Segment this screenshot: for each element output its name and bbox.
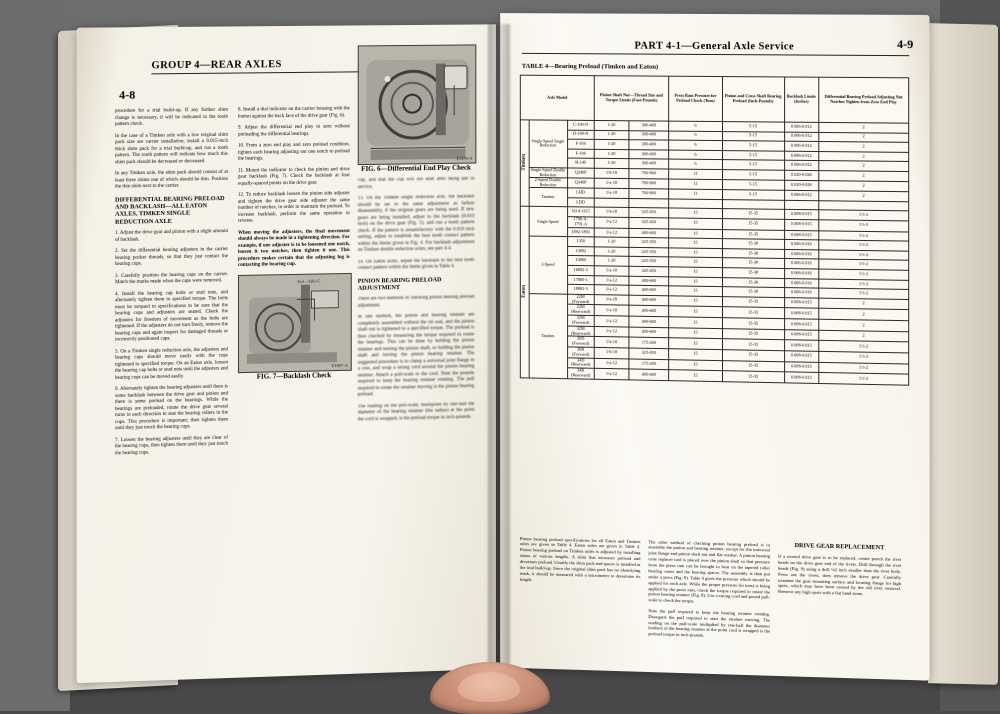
cell-thread: 1⅜-18 xyxy=(594,208,629,218)
cell-torque: 175-200 xyxy=(629,337,669,348)
cell-torque: 400-600 xyxy=(629,316,669,327)
cell-backlash: 0.008-0.015 xyxy=(784,319,818,330)
cell-torque: 300-400 xyxy=(629,121,669,131)
th-pinion-nut: Pinion Shaft Nut—Thread Size and Torque Limits (Foot-Pounds) xyxy=(594,76,669,121)
cell-torque: 400-600 xyxy=(629,369,669,380)
figure-6-differential-end-play-check xyxy=(358,44,477,165)
lp-c2-note: When moving the adjusters, the final movement should always be made in a tightening direction. For example, if one adjuster is to be loosened one notch, loosen it two notches, then tighten it one. This procedure makes certain that the adjusting lug is contacting the bearing cup. xyxy=(237,228,350,268)
lp-c3-p1: There are two methods of checking pinion bearing preload adjustment. xyxy=(357,294,475,309)
cell-backlash xyxy=(784,200,818,210)
cell-group: Tandem xyxy=(529,188,567,208)
cell-model: F-106 xyxy=(567,149,594,159)
cell-ram: 15 xyxy=(669,208,722,218)
cell-preload: 15-35 xyxy=(722,229,784,239)
cell-thread: 1¼-12 xyxy=(594,228,629,238)
rp-b2-tail: Note the pull required to keep the bearing retainer rotating. Disregard the pull required to start the retainer moving. The reading on the pull-scale multiplied by one-half the diameter (radius) of the bearing retainer at the point cord is wrapped is the preload torque in inch-pounds. xyxy=(648,607,771,639)
cell-ram: 15 xyxy=(669,267,722,277)
cell-notches: 1½-2 xyxy=(819,231,909,242)
cell-thread: 1¼-12 xyxy=(594,368,629,379)
cell-ram: 11 xyxy=(669,189,722,199)
cell-backlash: 0.008-0.015 xyxy=(784,340,818,351)
lp-c3-p2: In one method, the pinion and bearing retainer are completely assembled without the oil seal, and the pinion shaft nut is tightened to a specified torque. The preload is then checked by measuring the torque required to rotate the bearings. This can be done by holding the pinion retainer and turning the pinion shaft, or holding the pinion shaft and turning the pinion bearing retainer. The suggested procedure is to clamp a universal joint flange in a vise, and wrap a strong cord around the pinion bearing retainer. Attach a pull-scale to the cord. Note the pounds required to keep the bearing retainer rotating. The pull required to rotate the retainer moving is the pinion bearing preload. xyxy=(357,312,475,398)
cell-model: 1350 xyxy=(567,237,594,247)
cell-backlash: 0.008-0.015 xyxy=(784,210,818,220)
cell-torque: 400-600 xyxy=(629,285,669,295)
lp-c2-step12: 12. To reduce backlash loosen the pinion side adjuster and tighten the drive gear side adjuster the same number of notches, in order to maintain the preload. To increase backlash, perform the same operation in reverse. xyxy=(237,191,350,224)
lp-c1-step1: 1. Adjust the drive gear and pinion with a slight amount of backlash. xyxy=(115,229,228,243)
right-bottom-column-2 xyxy=(648,534,770,645)
lp-c3-heading: PINION BEARING PRELOAD ADJUSTMENT xyxy=(357,275,442,292)
cell-ram: 11 xyxy=(669,179,722,190)
cell-thread: 1¼-12 xyxy=(594,326,629,337)
cell-model: 32M (Rearward) xyxy=(567,326,594,337)
right-bottom-column-3 xyxy=(778,538,901,603)
cell-notches: 1½-2 xyxy=(819,362,909,374)
cell-ram: 15 xyxy=(669,349,722,361)
cell-model: LDD xyxy=(567,198,594,208)
right-page-content xyxy=(512,23,919,670)
cell-backlash: 0.006-0.016 xyxy=(784,240,818,250)
cell-ram: 15 xyxy=(669,370,722,382)
right-running-head: PART 4-1—General Axle Service xyxy=(634,40,795,53)
cell-notches: 1½-2 xyxy=(819,259,909,270)
cell-preload: 5-15 xyxy=(722,190,784,200)
lp-c3-p3: The reading on the pull-scale, multiplied by one-half the diameter of the bearing retainer (the radius) at the point the cord is wrapped, is the preload torque in inch-pounds. xyxy=(357,401,475,423)
cell-preload: 15-30 xyxy=(722,258,784,268)
lp-c2-step11: 11. Mount the indicator to check the pinion and drive gear backlash (Fig. 7). Check the backlash at four equally-spaced points on the drive gear. xyxy=(237,166,350,187)
cell-backlash: 0.008-0.015 xyxy=(784,361,818,372)
cell-torque: 300-400 xyxy=(629,130,669,140)
left-column-3 xyxy=(358,42,475,428)
fig7-tool-label: Tool—4201-C xyxy=(296,277,321,284)
cell-thread: 1⅜-18 xyxy=(594,347,629,358)
rp-b1-text: Pinion bearing preload specifications for all Eaton and Timken axles are given in Table 4. Eaton axles are given in Table 4. Pinion bearing preload on Timken axles is adjusted by installing shims of various lengths. A shim that increases preload and decreases preload. Usually the shim pack and spacer is installed at the trial build-up. Since the original shim pack has no identifying mark, it should be measured with a micrometer to determine its length. xyxy=(519,535,641,582)
cell-model: 32M (Forward) xyxy=(567,315,594,326)
cell-preload: 15-35 xyxy=(722,318,784,330)
right-bottom-column-1 xyxy=(520,531,641,590)
cell-ram: 15 xyxy=(669,248,722,258)
cell-thread: 1-20 xyxy=(594,130,629,140)
cell-backlash: 0.006-0.016 xyxy=(784,269,818,279)
cell-torque: 325-450 xyxy=(629,208,669,218)
cell-backlash: 0.008-0.015 xyxy=(784,351,818,362)
cell-ram: 15 xyxy=(669,338,722,350)
cell-preload: 5-15 xyxy=(722,180,784,191)
cell-model: 18802-3 xyxy=(567,285,594,295)
cell-ram: 15 xyxy=(669,218,722,229)
th-preload: Pinion and Cross Shaft Bearing Preload (Inch-Pounds) xyxy=(722,77,784,123)
cell-notches: 1½-2 xyxy=(819,279,909,290)
cell-model: 34R (Rearward) xyxy=(567,368,594,379)
cell-model: H-140 xyxy=(567,158,594,168)
cell-backlash: 0.020-0.026 xyxy=(784,170,818,181)
lp-c1-p2: In the case of a Timken axle with a low original shim pack size are carrier installation, install a 0.015-inch thick shim pack for a trial build-up, and run a tooth pattern. The tooth pattern will indicate how much this shim pack should be decreased or decreased. xyxy=(115,132,228,165)
cell-preload: 15-30 xyxy=(722,277,784,288)
fig7-number: E1007-A xyxy=(331,362,348,368)
cell-preload: 15-35 xyxy=(722,360,784,372)
cell-notches: 2 xyxy=(819,298,909,310)
lp-c1-step7: 7. Loosen the bearing adjusters until they are clear of the bearing cups, then tighten them until they just touch the bearing cups. xyxy=(115,435,228,457)
cell-backlash: 0.006-0.012 xyxy=(784,151,818,161)
cell-backlash: 0.006-0.012 xyxy=(784,132,818,142)
cell-model: 30D (Forward) xyxy=(567,336,594,347)
cell-ram: 15 xyxy=(669,296,722,307)
left-page-content xyxy=(95,38,486,674)
cell-torque: 325-450 xyxy=(629,266,669,276)
cell-model: 34D (Rearward) xyxy=(567,357,594,368)
cell-model: 17800-1 xyxy=(567,275,594,285)
cell-torque: 225-350 xyxy=(629,238,669,248)
cell-backlash: 0.008-0.015 xyxy=(784,219,818,230)
cell-ram: 15 xyxy=(669,286,722,296)
cell-torque: 400-600 xyxy=(629,276,669,286)
figure-7-backlash-check xyxy=(238,272,352,372)
left-folio: 4-8 xyxy=(119,87,136,102)
cell-thread: 1¼-18 xyxy=(594,294,629,305)
cell-preload: 15-30 xyxy=(722,248,784,258)
cell-preload: 15-30 xyxy=(722,287,784,298)
cell-thread: 1¼-18 xyxy=(594,188,629,198)
lp-c1-step4: 4. Install the bearing cap bolts or stud nuts, and alternately tighten them to specified torque. The bolts must be torqued to specifications to be sure that the bearing cups and adjusters are seated. Check the adjusters for freedom of movement as the bolts are tightened. If the adjusters do not turn freely, remove the bearing caps and again inspect for damaged threads or incorrectly positioned caps. xyxy=(115,289,228,343)
right-running-head-bar xyxy=(522,35,909,56)
cell-preload: 5-15 xyxy=(722,160,784,170)
lp-c3-step14: 14. On Eaton axles, adjust the backlash to the best tooth contact pattern within the limits given in Table 4. xyxy=(357,257,475,271)
cell-ram: 15 xyxy=(669,359,722,371)
lp-c2-step9: 9. Adjust the differential end play to zero without preloading the differential bearings. xyxy=(237,124,350,138)
cell-notches: 1½-2 xyxy=(819,210,909,221)
rp-b2-text: The other method of checking pinion bearing preload is to assemble the pinion and bearing retainer, except for the universal joint flange and pinion shaft nut and flat washer. A pinion bearing cone replacer tool is placed over the pinion shaft so that pressure from the press ram can be brought to bear on the tapered roller bearing cones and the bearing spacer. The assembly is then put under a press (Fig. 8). Table 4 gives the pressure which should be applied for each axle. While the proper pressure (in tons) is being applied by the press ram, check the torque required to rotate the pinion bearing retainer (Fig. 8). Use a strong cord and pound pull-scale to check the torque. xyxy=(648,538,771,604)
cell-torque: 300-400 xyxy=(629,159,669,169)
lp-c1-p3: In any Timken axle, the shim pack should consist of at least three shims one of which should be thin. Position the thin shim next to the carrier. xyxy=(115,169,228,190)
rp-b3-text: If a riveted drive gear is to be replaced, center punch the rivet heads on the drive gear end of the rivets. Drill through the rivet heads (Fig. 9) using a drill ⅛2 inch smaller than the rivet body. Press out the rivets, then remove the drive gear. Carefully examine the gear mounting surface and locating flange for high spots, which may have been caused by the old rivet removal. Remove any high spots with a flat hand stone. xyxy=(778,553,902,597)
cell-preload: 15-35 xyxy=(722,350,784,362)
cell-notches: 1½-2 xyxy=(819,240,909,251)
right-folio: 4-9 xyxy=(897,36,914,52)
cell-model: 13802 xyxy=(567,246,594,256)
cell-ram: 15 xyxy=(669,257,722,267)
cell-backlash: 0.008-0.015 xyxy=(784,230,818,240)
cell-thread: 1¼-12 xyxy=(594,285,629,295)
cell-preload: 5-15 xyxy=(722,122,784,132)
fig6-caption: FIG. 6—Differential End Play Check xyxy=(361,163,471,174)
cell-thread xyxy=(594,198,629,208)
cell-group: Single-Speed Double Reduction xyxy=(530,167,566,177)
lp-c1-step2: 2. Set the differential bearing adjusters in the carrier bearing pocket threads, so that they just contact the bearing cups. xyxy=(115,247,228,268)
cell-thread: 1⅜-18 xyxy=(594,337,629,348)
cell-group: Tandem xyxy=(529,293,567,378)
cell-preload: 15-30 xyxy=(722,239,784,249)
th-notches: Differential Bearing Preload Adjusting Nut Notches Tighten from Zero End Play xyxy=(819,77,909,123)
cell-backlash: 0.006-0.012 xyxy=(784,161,818,171)
cell-backlash: 0.006-0.012 xyxy=(784,122,818,132)
cell-backlash: 0.008-0.015 xyxy=(784,372,818,383)
cell-notches: 2 xyxy=(819,309,909,321)
cell-torque: 175-200 xyxy=(629,359,669,370)
cell-thread: 1¼-12 xyxy=(594,316,629,327)
fig7-caption: FIG. 7—Backlash Check xyxy=(256,370,332,381)
cell-torque: 300-400 xyxy=(629,149,669,159)
cell-notches: 1½-2 xyxy=(819,341,909,353)
cell-model: 13800 xyxy=(567,256,594,266)
cell-ram: 15 xyxy=(669,276,722,286)
th-axle-model: Axle Model xyxy=(520,75,594,120)
cell-torque xyxy=(629,198,669,208)
cell-torque: 225-350 xyxy=(629,257,669,267)
cell-preload: 5-15 xyxy=(722,141,784,151)
book-gutter xyxy=(488,24,510,674)
table-title: TABLE 4—Bearing Preload (Timken and Eaton) xyxy=(521,62,659,71)
cell-thread: 1¼-18 xyxy=(594,266,629,276)
cell-group: 2-Speed xyxy=(529,236,567,294)
cell-preload: 15-35 xyxy=(722,296,784,308)
cell-notches: 1½-2 xyxy=(819,250,909,261)
cell-torque: 700-900 xyxy=(629,189,669,199)
bearing-preload-table xyxy=(520,75,909,386)
cell-backlash: 0.020-0.026 xyxy=(784,180,818,191)
lp-c1-p1: procedure for a trial build-up. If any further shim change is necessary, it will be indicated in the tooth pattern check. xyxy=(115,107,228,128)
cell-notches: 2 xyxy=(819,151,909,162)
cell-thread: 1¼-18 xyxy=(594,178,629,189)
cell-thread: 1¼-18 xyxy=(594,305,629,316)
page-stack-right xyxy=(928,23,998,685)
cell-thread: 1-20 xyxy=(594,149,629,159)
lp-c3-top: cup, and that the cup will not shift after being put in service. xyxy=(357,176,475,190)
cell-torque: 300-400 xyxy=(629,140,669,150)
left-column-2 xyxy=(238,101,350,380)
cell-group: Single Speed xyxy=(529,207,567,237)
cell-torque: 325-450 xyxy=(629,348,669,359)
lp-c3-step13: 13. On the Timken single reduction axle, the backlash should be set to the same adjustment as before disassembly, if the original gears are being used. If new gears are being installed, adjust to the backlash (0.010 inch) on the drive gear (Fig. 5), and run a tooth pattern check. If the pattern is unsatisfactory with the 0.010 inch setting, adjust to establish the best tooth contact pattern within the limits given in Fig. 4. For backlash adjustment on Timken double reduction axles, see part 4-4. xyxy=(357,194,475,253)
cell-ram: 15 xyxy=(669,306,722,317)
cell-torque: 400-600 xyxy=(629,306,669,317)
cell-notches: 1½-2 xyxy=(819,373,909,385)
cell-model: 1892-1893 xyxy=(567,227,594,237)
cell-thread: 1¼-12 xyxy=(594,358,629,369)
cell-ram: 15 xyxy=(669,229,722,239)
cell-model: 22M (Rearward) xyxy=(567,305,594,316)
cell-thread: 1¼-12 xyxy=(594,217,629,228)
lp-c1-heading: DIFFERENTIAL BEARING PRELOAD AND BACKLASH—ALL EATON AXLES, TIMKEN SINGLE REDUCTION AXLE xyxy=(115,194,225,226)
cell-ram: 6 xyxy=(669,140,722,150)
cell-preload: 15-30 xyxy=(722,268,784,279)
left-running-head: GROUP 4—REAR AXLES xyxy=(151,59,282,72)
cell-thread: 1-20 xyxy=(594,159,629,169)
cell-backlash: 0.008-0.015 xyxy=(784,308,818,319)
left-column-1 xyxy=(115,103,228,463)
cell-notches: 1½-2 xyxy=(819,220,909,232)
cell-torque: 325-450 xyxy=(629,218,669,229)
cell-backlash: 0.006-0.016 xyxy=(784,278,818,288)
cell-notches: 2 xyxy=(819,330,909,342)
cell-notches: 2 xyxy=(819,319,909,331)
cell-ram: 15 xyxy=(669,327,722,339)
cell-preload: 5-15 xyxy=(722,131,784,141)
cell-torque: 400-600 xyxy=(629,327,669,338)
cell-thread: 1-20 xyxy=(594,120,629,130)
cell-notches: 2 xyxy=(819,161,909,172)
cell-notches: 2 xyxy=(819,132,909,142)
cell-ram: 11 xyxy=(669,169,722,180)
cell-ram: 6 xyxy=(669,121,722,131)
cell-group: 2-Speed Double Reduction xyxy=(529,178,567,189)
cell-thread: 1¼-12 xyxy=(594,275,629,285)
cell-make: Timken xyxy=(520,120,528,207)
cell-backlash: 0.006-0.012 xyxy=(784,141,818,151)
cell-model: C-100-N xyxy=(567,120,594,130)
cell-make: Eaton xyxy=(520,207,528,378)
lp-c2-step10: 10. From a zero end play and zero preload condition, tighten each bearing adjusting nut one notch to preload the bearings. xyxy=(237,142,350,162)
rp-b3-heading: DRIVE GEAR REPLACEMENT xyxy=(794,542,885,552)
cell-backlash: 0.006-0.012 xyxy=(784,191,818,201)
cell-thread: 1-20 xyxy=(594,247,629,257)
cell-backlash: 0.008-0.015 xyxy=(784,329,818,340)
lp-c1-step3: 3. Carefully position the bearing caps on the carrier. Match the marks made when the caps were removed. xyxy=(115,271,228,286)
cell-group: Single-Speed Single Reduction xyxy=(529,120,567,168)
fig6-number: E1294-A xyxy=(456,155,473,161)
cell-notches: 2 xyxy=(819,142,909,153)
cell-model: Q246P xyxy=(567,168,594,178)
cell-model: F-104 xyxy=(567,139,594,149)
cell-thread: 1-20 xyxy=(594,237,629,247)
cell-model: 16802-3 xyxy=(567,265,594,275)
cell-ram: 6 xyxy=(669,150,722,160)
cell-backlash: 0.006-0.016 xyxy=(784,259,818,269)
cell-ram: 15 xyxy=(669,238,722,248)
cell-model: Q346P xyxy=(567,178,594,188)
table-header-row xyxy=(520,75,908,123)
cell-torque: 400-600 xyxy=(629,295,669,306)
cell-torque: 225-350 xyxy=(629,247,669,257)
cell-preload: 15-35 xyxy=(722,307,784,319)
cell-thread: 1-20 xyxy=(594,140,629,150)
cell-preload: 5-15 xyxy=(722,150,784,160)
cell-notches: 2 xyxy=(819,171,909,182)
cell-notches: 1½-2 xyxy=(819,288,909,299)
table-body xyxy=(520,120,908,385)
cell-backlash: 0.008-0.015 xyxy=(784,297,818,308)
cell-model: 1790-A-1791-A xyxy=(567,217,594,228)
th-backlash: Backlash Limits (Inches) xyxy=(784,77,818,122)
cell-preload: 15-35 xyxy=(722,328,784,340)
cell-preload: 5-15 xyxy=(722,170,784,181)
cell-ram: 15 xyxy=(669,317,722,329)
lp-c1-step5: 5. On a Timken single reduction axle, the adjusters and bearing caps should move easily with the cups tightened to specified torque. On an Eaton axle, loosen the bearing cap bolts or stud nuts until the adjusters and bearing cups can be moved easily. xyxy=(115,347,228,381)
cell-notches: 2 xyxy=(819,181,909,192)
cell-model: 22M (Forward) xyxy=(567,294,594,305)
cell-thread: 1-20 xyxy=(594,256,629,266)
cell-model: LHD xyxy=(567,188,594,198)
cell-notches: 1½-2 xyxy=(819,269,909,280)
cell-preload: 15-35 xyxy=(722,371,784,383)
cell-backlash: 0.006-0.016 xyxy=(784,288,818,298)
lp-c2-step8: 8. Install a dial indicator on the carrier housing with the button against the back face of the drive gear (Fig. 6). xyxy=(237,106,350,120)
cell-notches: 2 xyxy=(819,122,909,132)
cell-torque: 700-900 xyxy=(629,169,669,180)
thumbnail xyxy=(458,672,520,702)
cell-preload: 15-35 xyxy=(722,219,784,230)
cell-ram: 6 xyxy=(669,131,722,141)
cell-preload: 15-35 xyxy=(722,209,784,219)
cell-notches: 2 xyxy=(819,191,909,202)
cell-thread: 1⅜-18 xyxy=(594,168,629,178)
lp-c1-step6: 6. Alternately tighten the bearing adjusters until there is some backlash between the drive gear and pinion and there is some preload on the bearings. While the bearings are preloaded, rotate the drive gear several turns in each direction to seat the bearing rollers in the cups. This procedure is important; then tighten them until they just touch the bearing cups. xyxy=(115,384,228,432)
cell-torque: 700-900 xyxy=(629,179,669,190)
th-press-ram: Press Ram Pressure for Preload Check (Tons) xyxy=(669,76,722,121)
cell-preload: 15-35 xyxy=(722,339,784,351)
cell-model: 1614-1615 xyxy=(567,207,594,217)
cell-model: 30R (Forward) xyxy=(567,347,594,358)
cell-backlash: 0.006-0.016 xyxy=(784,249,818,259)
cell-torque: 400-600 xyxy=(629,228,669,238)
cell-notches: 1½-2 xyxy=(819,351,909,363)
cell-model: D-100-N xyxy=(567,130,594,140)
cell-ram: 6 xyxy=(669,159,722,169)
